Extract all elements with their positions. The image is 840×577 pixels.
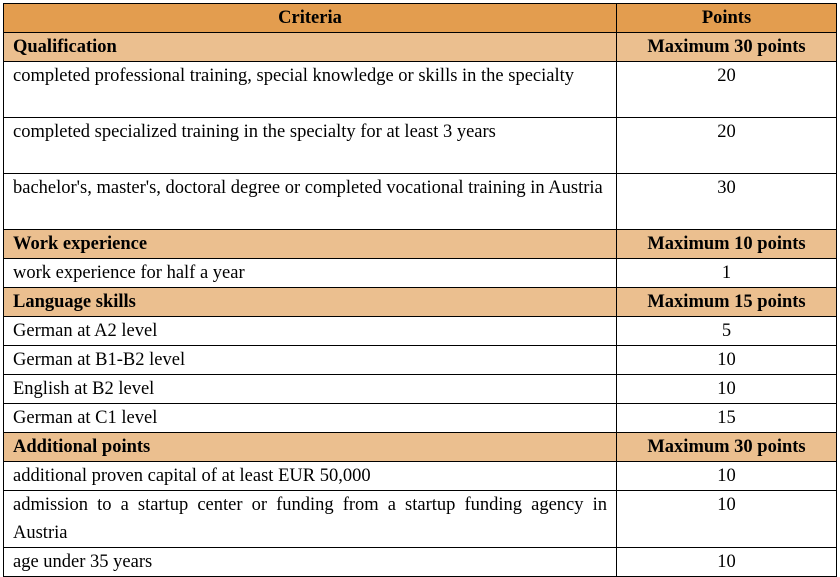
- table-row: [4, 118, 837, 174]
- points-cell: 10: [617, 375, 837, 404]
- points-cell: 20: [617, 118, 837, 174]
- section-row-language-skills: [4, 288, 837, 317]
- criterion-cell: completed professional training, special knowledge or skills in the specialty: [4, 62, 617, 118]
- table-row: [4, 548, 837, 577]
- table-row: [4, 404, 837, 433]
- criteria-points-table: [3, 3, 837, 577]
- section-title: Work experience: [4, 230, 617, 259]
- section-max: Maximum 15 points: [617, 288, 837, 317]
- table-row: [4, 491, 837, 548]
- section-max: Maximum 30 points: [617, 33, 837, 62]
- criterion-cell: completed specialized training in the specialty for at least 3 years: [4, 118, 617, 174]
- table-header-row: [4, 4, 837, 33]
- points-cell: 10: [617, 548, 837, 577]
- criterion-cell: English at B2 level: [4, 375, 617, 404]
- section-title: Language skills: [4, 288, 617, 317]
- points-cell: 10: [617, 346, 837, 375]
- section-row-work-experience: [4, 230, 837, 259]
- section-row-qualification: [4, 33, 837, 62]
- table-row: [4, 462, 837, 491]
- table-row: [4, 259, 837, 288]
- table-row: [4, 62, 837, 118]
- header-criteria: Criteria: [4, 4, 617, 33]
- points-cell: 20: [617, 62, 837, 118]
- table-row: [4, 174, 837, 230]
- points-cell: 1: [617, 259, 837, 288]
- points-cell: 30: [617, 174, 837, 230]
- section-row-additional-points: [4, 433, 837, 462]
- criterion-cell: work experience for half a year: [4, 259, 617, 288]
- table-row: [4, 346, 837, 375]
- criterion-cell: German at C1 level: [4, 404, 617, 433]
- section-title: Additional points: [4, 433, 617, 462]
- section-max: Maximum 10 points: [617, 230, 837, 259]
- criterion-cell: German at B1-B2 level: [4, 346, 617, 375]
- table-row: [4, 317, 837, 346]
- points-cell: 10: [617, 491, 837, 548]
- points-cell: 15: [617, 404, 837, 433]
- criterion-cell: bachelor's, master's, doctoral degree or completed vocational training in Austria: [4, 174, 617, 230]
- section-max: Maximum 30 points: [617, 433, 837, 462]
- criterion-cell: additional proven capital of at least EUR 50,000: [4, 462, 617, 491]
- points-cell: 10: [617, 462, 837, 491]
- header-points: Points: [617, 4, 837, 33]
- table-row: [4, 375, 837, 404]
- criterion-cell: admission to a startup center or funding from a startup funding agency in Austria: [4, 491, 617, 548]
- criterion-cell: German at A2 level: [4, 317, 617, 346]
- section-title: Qualification: [4, 33, 617, 62]
- points-cell: 5: [617, 317, 837, 346]
- criterion-cell: age under 35 years: [4, 548, 617, 577]
